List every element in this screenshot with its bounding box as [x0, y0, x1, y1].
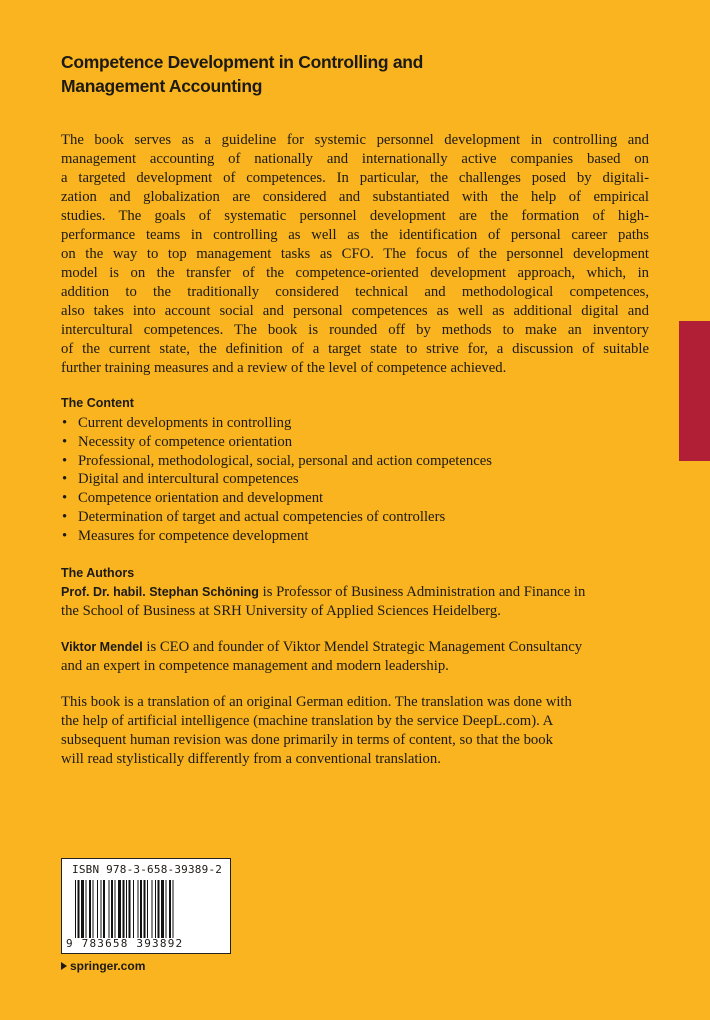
list-item: • Digital and intercultural competences [61, 470, 492, 489]
author-1-bio-line-2: the School of Business at SRH University of Applied Sciences Heidelberg. [61, 603, 501, 619]
arrow-right-icon [61, 962, 67, 970]
barcode-icon [75, 880, 219, 940]
list-item: • Professional, methodological, social, personal and action competences [61, 452, 492, 471]
translation-note-line: the help of artificial intelligence (machine translation by the service DeepL.com). A [61, 713, 554, 729]
book-title-line-1: Competence Development in Controlling and [61, 52, 424, 72]
summary-line: further training measures and a review of the level of competence achieved. [61, 360, 507, 376]
summary-line: performance teams in controlling as well as the identification of personal career paths [61, 227, 649, 243]
book-title [61, 50, 621, 98]
summary-line: of the current state, the definition of a target state to strive for, a discussion of suitable [61, 341, 649, 357]
book-title-line-2: Management Accounting [61, 76, 263, 96]
translation-note-line: will read stylistically differently from a conventional translation. [61, 751, 441, 767]
book-summary [61, 131, 649, 378]
summary-line: management accounting of nationally and internationally active companies based on [61, 151, 649, 167]
isbn-label: ISBN 978-3-658-39389-2 [72, 863, 223, 876]
summary-line: addition to the traditionally considered technical and methodological competences, [61, 284, 649, 300]
list-item: • Measures for competence development [61, 527, 492, 546]
list-item: • Competence orientation and development [61, 489, 492, 508]
summary-line: a targeted development of competences. In particular, the challenges posed by digitali- [61, 170, 649, 186]
isbn-barcode-box [61, 858, 231, 954]
spine-accent-bar [679, 321, 710, 461]
summary-line: on the way to top management tasks as CFO. The focus of the personnel development [61, 246, 649, 262]
publisher-url: springer.com [70, 959, 146, 973]
summary-line: studies. The goals of systematic personnel development are the formation of high- [61, 208, 649, 224]
barcode-digits: 9 783658 393892 [66, 937, 184, 950]
summary-line: zation and globalization are considered and substantiated with the help of empirical [61, 189, 649, 205]
list-item: • Current developments in controlling [61, 414, 492, 433]
author-2-name: Viktor Mendel [61, 640, 143, 654]
content-heading: The Content [61, 396, 134, 410]
translation-note-line: subsequent human revision was done primarily in terms of content, so that the book [61, 732, 553, 748]
summary-line: intercultural competences. The book is rounded off by methods to make an inventory [61, 322, 649, 338]
author-1-bio [61, 583, 649, 621]
summary-line: also takes into account social and personal competences as well as additional digital and [61, 303, 649, 319]
publisher-link[interactable] [61, 959, 145, 973]
summary-line: The book serves as a guideline for systemic personnel development in controlling and [61, 132, 649, 148]
authors-heading: The Authors [61, 566, 135, 580]
translation-note [61, 693, 649, 769]
list-item: • Necessity of competence orientation [61, 433, 492, 452]
author-2-bio-line-2: and an expert in competence management and modern leadership. [61, 658, 449, 674]
content-list [61, 414, 492, 546]
author-2-bio [61, 638, 649, 676]
list-item: • Determination of target and actual competencies of controllers [61, 508, 492, 527]
author-1-name: Prof. Dr. habil. Stephan Schöning [61, 585, 259, 599]
author-2-bio-text: is CEO and founder of Viktor Mendel Strategic Management Consultancy [142, 639, 583, 655]
author-1-bio-text: is Professor of Business Administration and Finance in [258, 584, 586, 600]
translation-note-line: This book is a translation of an original German edition. The translation was done with [61, 694, 572, 710]
summary-line: model is on the transfer of the competence-oriented development approach, which, in [61, 265, 649, 281]
